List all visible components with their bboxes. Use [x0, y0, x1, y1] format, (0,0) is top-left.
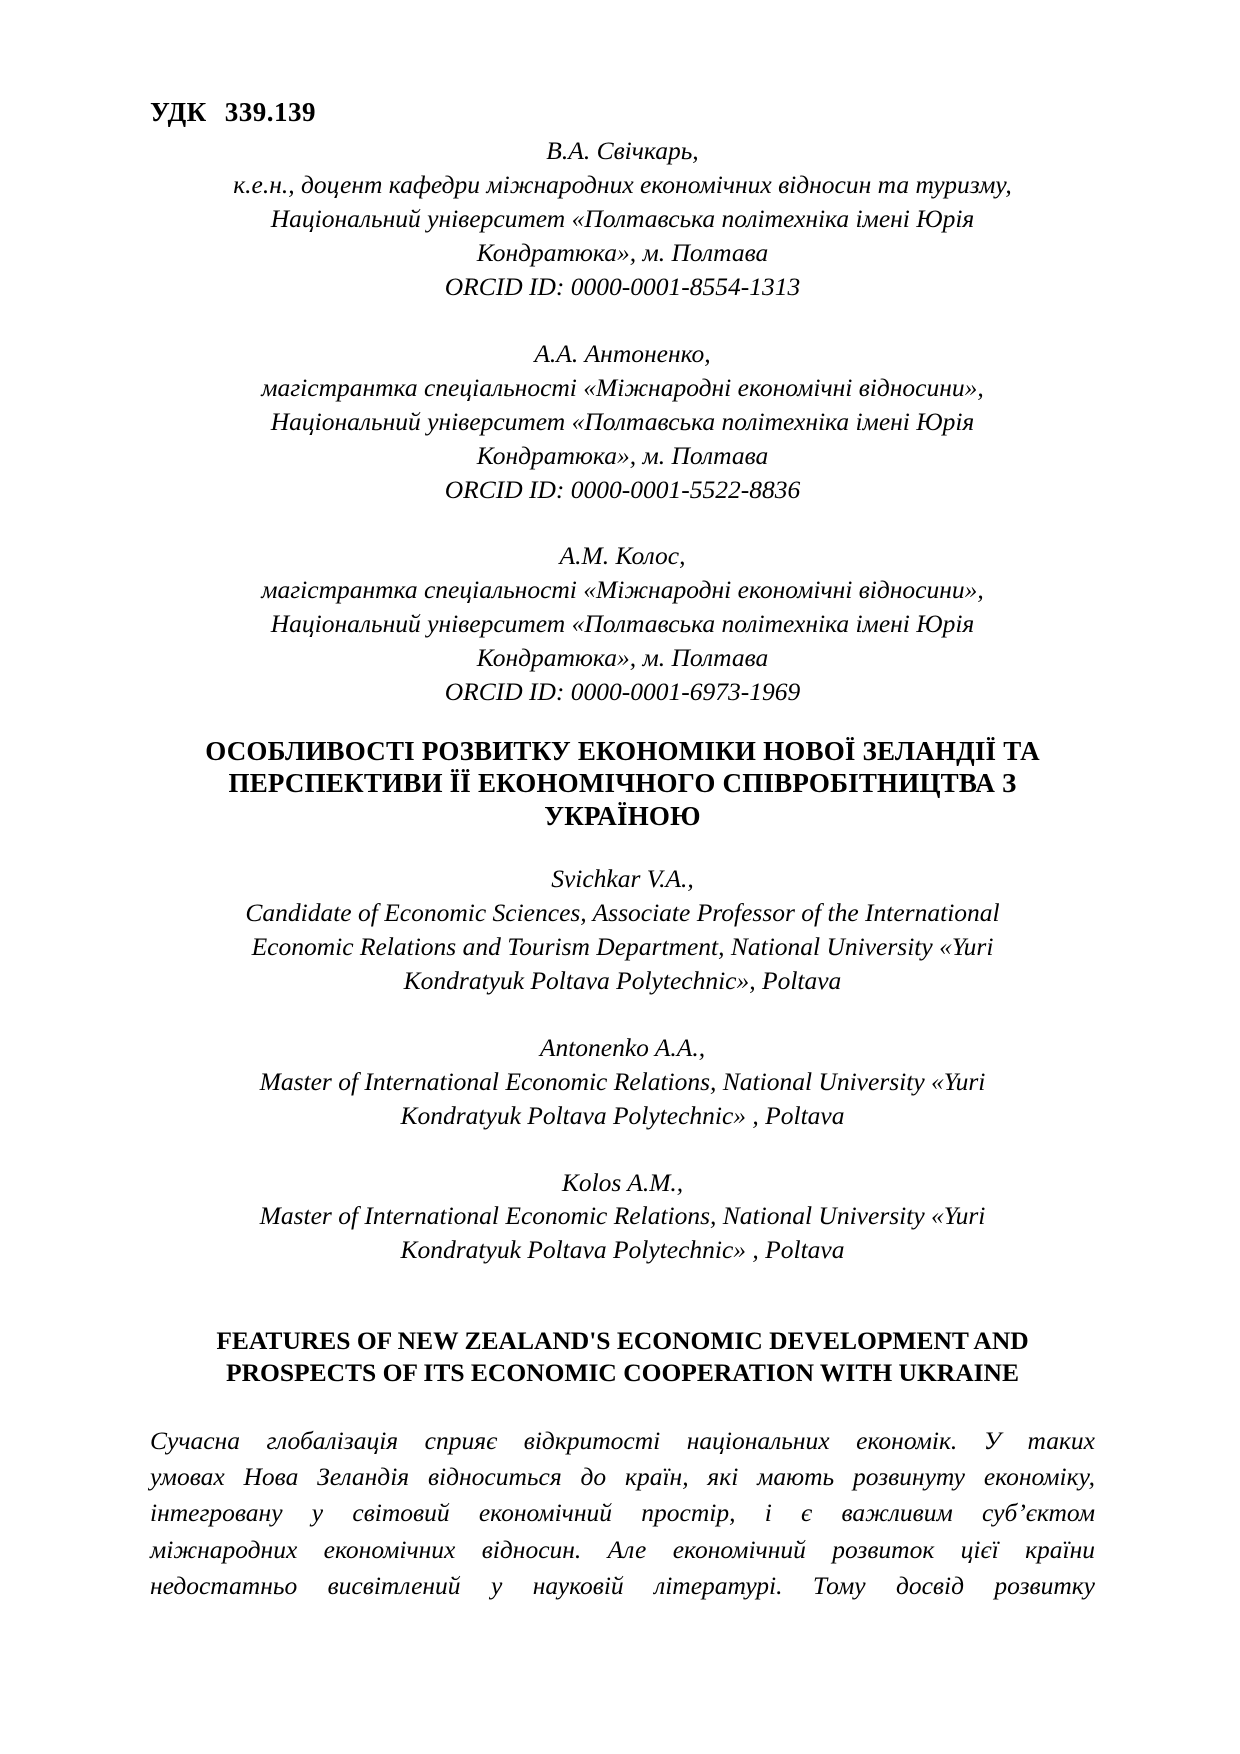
author-orcid: ORCID ID: 0000-0001-5522-8836 — [444, 474, 801, 504]
author-affiliation-line-1: Candidate of Economic Sciences, Associate Professor of the International — [245, 898, 1000, 928]
author-orcid: ORCID ID: 0000-0001-8554-1313 — [444, 272, 801, 302]
author-position: магістрантка спеціальності «Міжнародні економічні відносини», — [261, 372, 984, 402]
title-en-line-2: PROSPECTS OF ITS ECONOMIC COOPERATION WITH UKRAINE — [226, 1358, 1019, 1388]
author-block-ua-2 — [150, 337, 1095, 507]
title-ua-line-2: ПЕРСПЕКТИВИ ЇЇ ЕКОНОМІЧНОГО СПІВРОБІТНИЦТВА З — [228, 768, 1017, 799]
author-affiliation-line-2: Kondratyuk Poltava Polytechnic» , Poltava — [400, 1235, 845, 1265]
author-affiliation-line-2: Кондратюка», м. Полтава — [476, 643, 769, 673]
udk-code: 339.139 — [224, 97, 316, 127]
author-affiliation-line-2: Economic Relations and Tourism Department, National University «Yuri — [251, 931, 994, 961]
title-ua-line-3: УКРАЇНОЮ — [544, 800, 701, 831]
authors-en-group — [150, 862, 1095, 1267]
author-name: Svichkar V.A., — [551, 864, 694, 894]
author-orcid: ORCID ID: 0000-0001-6973-1969 — [444, 677, 801, 707]
author-affiliation-line-2: Kondratyuk Poltava Polytechnic» , Poltava — [400, 1100, 845, 1130]
author-block-ua-1 — [150, 134, 1095, 304]
abstract-line-4: міжнародних економічних відносин. Але економічний розвиток цієї країни — [150, 1534, 1095, 1564]
author-affiliation-line-3: Kondratyuk Poltava Polytechnic», Poltava — [403, 965, 842, 995]
author-name: Kolos A.M., — [561, 1167, 684, 1197]
author-name: В.А. Свічкарь, — [546, 136, 699, 166]
page-content — [150, 96, 1095, 1604]
author-affiliation-line-1: Національний університет «Полтавська політехніка імені Юрія — [270, 204, 975, 234]
author-block-en-1 — [150, 862, 1095, 998]
author-block-en-3 — [150, 1166, 1095, 1268]
author-position: магістрантка спеціальності «Міжнародні економічні відносини», — [261, 575, 984, 605]
udk-line — [150, 96, 1095, 128]
title-en-line-1: FEATURES OF NEW ZEALAND'S ECONOMIC DEVELOPMENT AND — [216, 1326, 1029, 1356]
author-affiliation-line-1: Національний університет «Полтавська політехніка імені Юрія — [270, 406, 975, 436]
author-affiliation-line-1: Master of International Economic Relations, National University «Yuri — [259, 1201, 986, 1231]
author-affiliation-line-1: Національний університет «Полтавська політехніка імені Юрія — [270, 609, 975, 639]
abstract-ua — [150, 1423, 1095, 1604]
abstract-line-2: умовах Нова Зеландія відноситься до країн, які мають розвинуту економіку, — [150, 1462, 1095, 1492]
author-affiliation-line-2: Кондратюка», м. Полтава — [476, 238, 769, 268]
article-title-ua — [150, 735, 1095, 832]
author-name: Antonenko A.A., — [539, 1032, 706, 1062]
author-position: к.е.н., доцент кафедри міжнародних економічних відносин та туризму, — [233, 170, 1012, 200]
author-block-ua-3 — [150, 539, 1095, 709]
author-affiliation-line-1: Master of International Economic Relations, National University «Yuri — [259, 1066, 986, 1096]
abstract-line-1: Сучасна глобалізація сприяє відкритості національних економік. У таких — [150, 1425, 1095, 1455]
author-block-en-2 — [150, 1031, 1095, 1133]
title-ua-line-1: ОСОБЛИВОСТІ РОЗВИТКУ ЕКОНОМІКИ НОВОЇ ЗЕЛАНДІЇ ТА — [205, 735, 1040, 766]
udk-label: УДК — [150, 97, 207, 127]
abstract-line-5: недостатньо висвітлений у науковій літературі. Тому досвід розвитку — [150, 1570, 1095, 1600]
author-name: А.М. Колос, — [559, 541, 686, 571]
article-title-en — [150, 1325, 1095, 1389]
author-affiliation-line-2: Кондратюка», м. Полтава — [476, 440, 769, 470]
author-name: А.А. Антоненко, — [534, 338, 711, 368]
abstract-line-3: інтегровану у світовий економічний простір, і є важливим суб’єктом — [150, 1498, 1095, 1528]
